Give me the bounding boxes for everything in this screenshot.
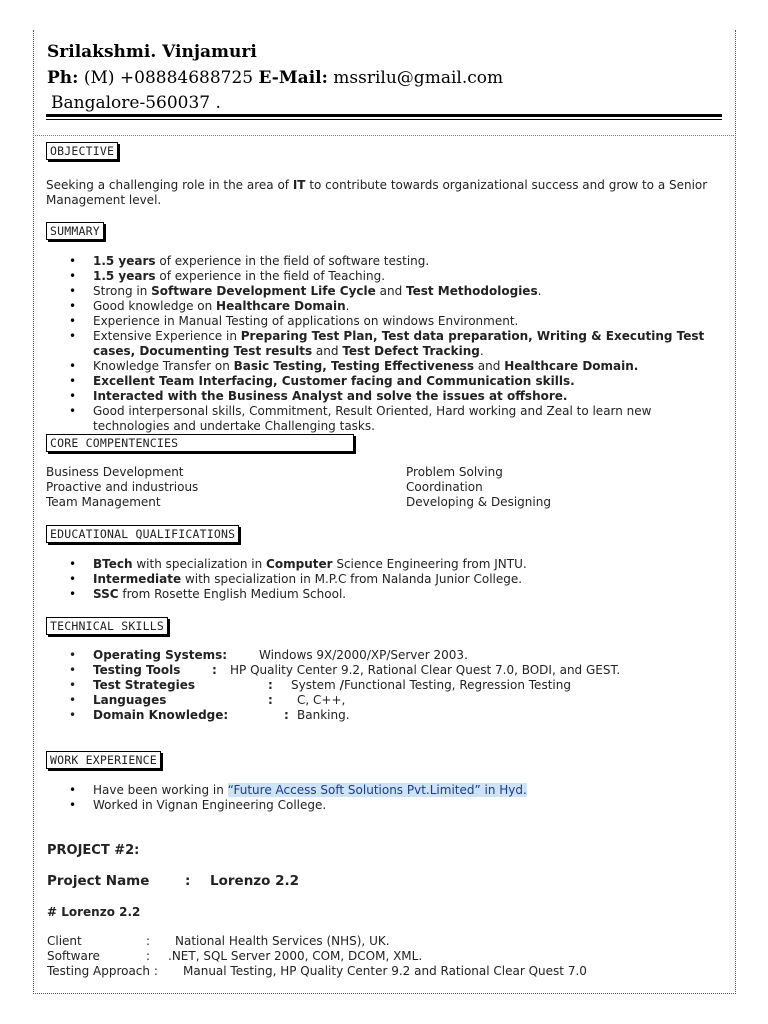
tech-skill-label-3: Test Strategies: [93, 678, 196, 692]
summary-item-5-part-1: Experience in Manual Testing of applications on windows Environment.: [93, 314, 519, 328]
tech-skill-sep-4: :: [268, 693, 273, 707]
work-item-2: • Worked in Vignan Engineering College.: [46, 798, 726, 813]
education-heading: EDUCATIONAL QUALIFICATIONS: [46, 525, 239, 543]
project-name-label: Project Name: [47, 873, 150, 889]
tech-bullet-5: •: [69, 708, 77, 722]
education-item-1-part-2: with specialization in: [132, 557, 267, 571]
email-value: mssrilu@gmail.com: [327, 68, 504, 88]
summary-item-7-part-3: and: [473, 359, 505, 373]
software-sep: :: [146, 949, 151, 963]
software-value: .NET, SQL Server 2000, COM, DCOM, XML.: [168, 949, 423, 963]
tech-skill-label-1: Operating Systems:: [93, 648, 228, 662]
tech-skill-value-3-pre: System: [291, 678, 340, 692]
work-item-1: [46, 783, 726, 798]
summary-item-8: [46, 374, 726, 389]
client-label: Client: [47, 934, 82, 948]
summary-item-7-part-4: Healthcare Domain.: [504, 359, 639, 373]
summary-item-6-part-2: Preparing Test Plan, Test data preparation, Writing & Executing Test cases, Documenting Test results: [93, 329, 705, 358]
project-name-sep: :: [185, 873, 191, 889]
summary-item-2: [46, 269, 726, 284]
summary-item-6: [46, 329, 726, 359]
email-label: E-Mail:: [258, 68, 328, 88]
summary-item-7-part-1: Knowledge Transfer on: [93, 359, 234, 373]
testing-approach-value: Manual Testing, HP Quality Center 9.2 and Rational Clear Quest 7.0: [183, 964, 587, 978]
project-name-value: Lorenzo 2.2: [210, 873, 300, 889]
testing-approach-label: Testing Approach :: [47, 964, 158, 978]
competency-right-1: Problem Solving: [406, 465, 503, 479]
competency-right-2: Coordination: [406, 480, 483, 494]
summary-heading: SUMMARY: [46, 222, 104, 240]
tech-skill-value-1: Windows 9X/2000/XP/Server 2003.: [259, 648, 468, 662]
summary-item-6-part-1: Extensive Experience in: [93, 329, 241, 343]
summary-item-9: [46, 389, 726, 404]
summary-item-3-part-5: .: [537, 284, 542, 298]
objective-text-end: to contribute towards organizational success and grow to a Senior Management level.: [46, 178, 708, 207]
technical-skills-heading: TECHNICAL SKILLS: [46, 617, 168, 635]
objective-text-bold: IT: [292, 178, 306, 192]
header-rule-thick: [46, 114, 722, 117]
objective-text: [46, 178, 726, 208]
work-experience-heading: WORK EXPERIENCE: [46, 751, 161, 769]
summary-item-3-part-2: Software Development Life Cycle: [151, 284, 376, 298]
summary-item-3-part-3: and: [375, 284, 407, 298]
summary-item-3-part-1: Strong in: [93, 284, 152, 298]
client-value: National Health Services (NHS), UK.: [175, 934, 390, 948]
education-item-3-part-1: SSC: [93, 587, 119, 601]
education-item-2: [46, 572, 726, 587]
education-item-2-part-1: Intermediate: [93, 572, 182, 586]
summary-item-10-part-1: Good interpersonal skills, Commitment, Result Oriented, Hard working and Zeal to learn new technologies and undertake Challenging tasks.: [93, 404, 652, 433]
education-item-1-part-1: BTech: [93, 557, 133, 571]
summary-item-10: [46, 404, 726, 434]
education-item-2-part-2: with specialization in M.P.C from Nalanda Junior College.: [181, 572, 523, 586]
address: Bangalore-560037 .: [51, 93, 221, 113]
tech-skill-sep-5: :: [284, 708, 289, 722]
tech-skill-label-2: Testing Tools: [93, 663, 181, 677]
software-label: Software: [47, 949, 100, 963]
education-item-3-part-2: from Rosette English Medium School.: [118, 587, 347, 601]
competency-left-3: Team Management: [46, 495, 161, 509]
tech-skill-value-4: C, C++,: [297, 693, 346, 707]
competency-right-3: Developing & Designing: [406, 495, 551, 509]
objective-text-start: Seeking a challenging role in the area of: [46, 178, 293, 192]
summary-item-3: [46, 284, 726, 299]
competencies-right-column: [406, 465, 551, 510]
summary-item-5: [46, 314, 726, 329]
work-item-1-highlight: “Future Access Soft Solutions Pvt.Limited” in Hyd.: [227, 783, 527, 797]
summary-item-9-part-1: Interacted with the Business Analyst and solve the issues at offshore.: [93, 389, 568, 403]
summary-item-3-part-4: Test Methodologies: [406, 284, 538, 298]
competencies-heading: CORE COMPENTENCIES: [46, 434, 354, 452]
competency-left-1: Business Development: [46, 465, 184, 479]
tech-skill-label-5: Domain Knowledge:: [93, 708, 229, 722]
summary-item-7: [46, 359, 726, 374]
summary-item-2-part-2: of experience in the field of Teaching.: [155, 269, 386, 283]
summary-item-4: [46, 299, 726, 314]
work-experience-list: [46, 783, 726, 813]
summary-item-4-part-3: .: [345, 299, 350, 313]
summary-item-4-part-1: Good knowledge on: [93, 299, 217, 313]
tech-bullet-4: •: [69, 693, 77, 707]
tech-bullet-3: •: [69, 678, 77, 692]
tech-skill-sep-3: :: [268, 678, 273, 692]
competencies-left-column: [46, 465, 198, 510]
tech-skill-value-2: HP Quality Center 9.2, Rational Clear Quest 7.0, BODI, and GEST.: [230, 663, 621, 677]
education-item-1-part-3: Computer: [266, 557, 333, 571]
summary-item-6-part-5: .: [479, 344, 484, 358]
header-rule-thin: [46, 119, 722, 120]
tech-skill-sep-2: :: [212, 663, 217, 677]
competency-left-2: Proactive and industrious: [46, 480, 199, 494]
tech-skill-value-5: Banking.: [297, 708, 350, 722]
summary-item-6-part-3: and: [312, 344, 343, 358]
summary-item-1-part-2: of experience in the field of software testing.: [155, 254, 430, 268]
client-sep: :: [146, 934, 151, 948]
summary-list: [46, 254, 726, 434]
summary-item-6-part-4: Test Defect Tracking: [342, 344, 480, 358]
summary-item-8-part-1: Excellent Team Interfacing, Customer facing and Communication skills.: [93, 374, 575, 388]
education-item-1: [46, 557, 726, 572]
education-item-3: [46, 587, 726, 602]
project-subheading: # Lorenzo 2.2: [47, 905, 141, 919]
phone-value: (M) +08884688725: [78, 68, 259, 88]
summary-item-4-part-2: Healthcare Domain: [216, 299, 346, 313]
candidate-name: Srilakshmi. Vinjamuri: [47, 42, 257, 62]
project-heading: PROJECT #2:: [47, 843, 140, 858]
work-item-1-text: Have been working in: [93, 783, 228, 797]
tech-bullet-1: •: [69, 648, 77, 662]
header-rule-dotted: [33, 135, 736, 136]
tech-skill-value-3: [291, 678, 571, 693]
education-item-1-part-4: Science Engineering from JNTU.: [332, 557, 527, 571]
summary-item-2-part-1: 1.5 years: [93, 269, 156, 283]
summary-item-1-part-1: 1.5 years: [93, 254, 156, 268]
tech-bullet-2: •: [69, 663, 77, 677]
education-list: [46, 557, 726, 602]
tech-skill-value-3-slash: /: [339, 678, 344, 692]
tech-skill-label-4: Languages: [93, 693, 167, 707]
summary-item-1: [46, 254, 726, 269]
tech-skill-value-3-rest: Functional Testing, Regression Testing: [343, 678, 571, 692]
contact-line: [47, 68, 503, 88]
phone-label: Ph:: [47, 68, 79, 88]
summary-item-7-part-2: Basic Testing, Testing Effectiveness: [233, 359, 474, 373]
objective-heading: OBJECTIVE: [46, 142, 118, 160]
